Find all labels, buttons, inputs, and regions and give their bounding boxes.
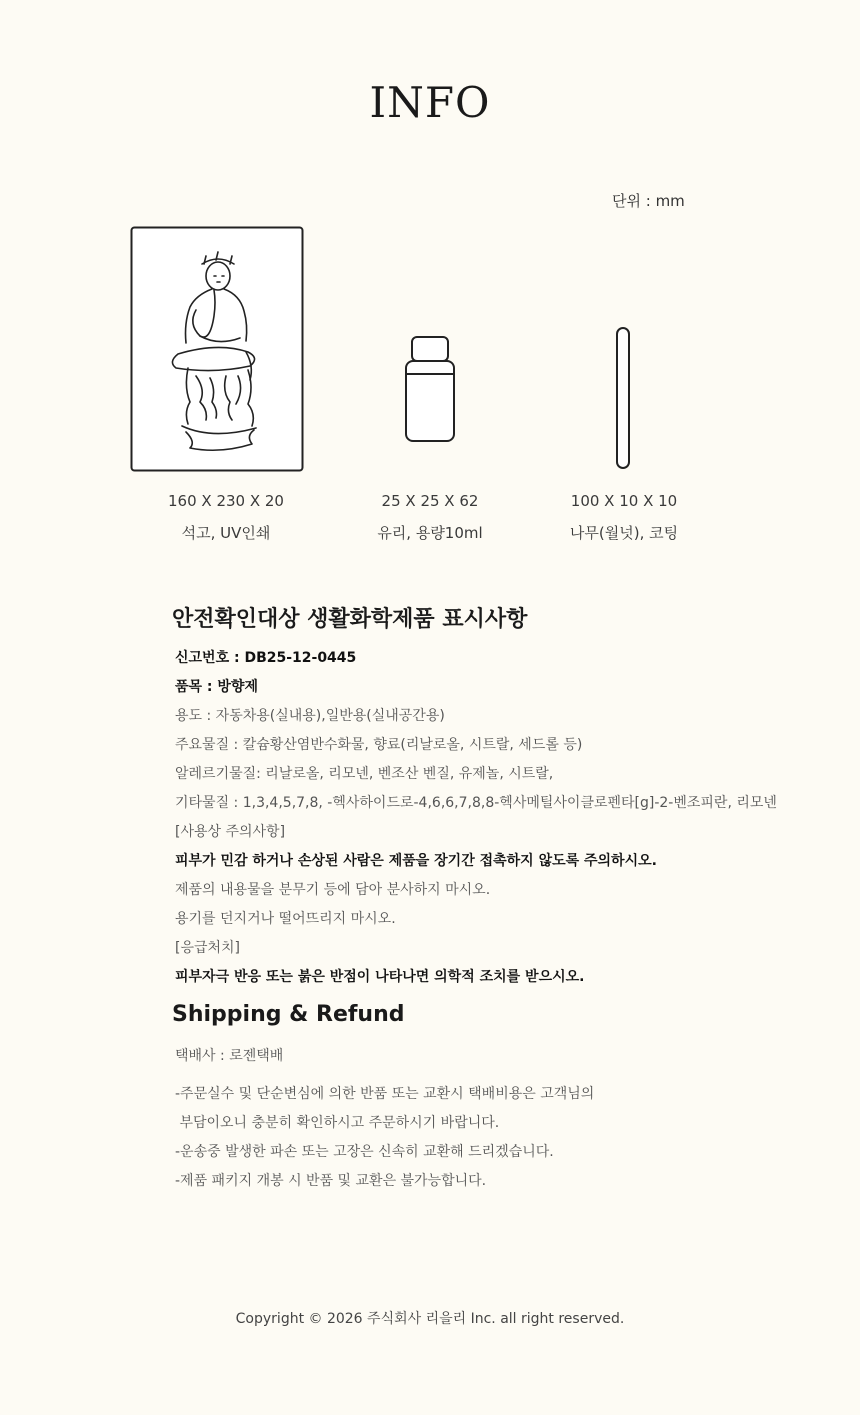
product-material: 유리, 용량10ml [377,524,483,542]
safety-heading: 안전확인대상 생활화학제품 표시사항 [172,607,528,632]
product-material: 나무(월넛), 코팅 [569,524,679,542]
product-size: 25 X 25 X 62 [381,492,479,510]
product-size: 100 X 10 X 10 [570,492,678,510]
other-substances: 기타물질 : 1,3,4,5,7,8, -헥사하이드로-4,6,6,7,8,8-헥사메틸사이클로펜타[g]-2-벤조피란, 리모넨 [175,795,777,811]
refund-policy-item: -제품 패키지 개봉 시 반품 및 교환은 불가능합니다. [175,1173,487,1189]
usage: 용도 : 자동차용(실내용),일반용(실내공간용) [175,708,445,724]
item-type: 품목 : 방향제 [175,679,258,695]
precaution-item: 용기를 던지거나 떨어뜨리지 마시오. [175,911,396,927]
statue-frame-icon [130,226,304,472]
product-size: 160 X 230 X 20 [168,492,284,510]
refund-policy-list [175,1082,815,1198]
copyright: Copyright © 2026 주식회사 리을리 Inc. all right reserved. [235,1311,625,1327]
refund-policy-item: -운송중 발생한 파손 또는 고장은 신속히 교환해 드리겠습니다. [175,1144,554,1160]
precautions-heading: [사용상 주의사항] [175,824,286,840]
first-aid-item: 피부자극 반응 또는 붉은 반점이 나타나면 의학적 조치를 받으시오. [175,969,585,985]
bottle-icon [400,334,460,446]
report-number: 신고번호 : DB25-12-0445 [175,650,357,666]
safety-info-list [175,646,835,994]
allergens: 알레르기물질: 리날로올, 리모넨, 벤조산 벤질, 유제놀, 시트랄, [175,766,554,782]
product-material: 석고, UV인쇄 [181,524,271,542]
unit-label: 단위 : mm [612,192,685,210]
precaution-item: 피부가 민감 하거나 손상된 사람은 제품을 장기간 접촉하지 않도록 주의하시오. [175,853,657,869]
carrier-label: 택배사 : 로젠택배 [175,1048,284,1064]
wood-stick-icon [612,326,634,470]
first-aid-heading: [응급처치] [175,940,241,956]
shipping-heading: Shipping & Refund [172,1002,405,1027]
main-substances: 주요물질 : 칼슘황산염반수화물, 향료(리날로올, 시트랄, 세드롤 등) [175,737,583,753]
precaution-item: 제품의 내용물을 분무기 등에 담아 분사하지 마시오. [175,882,491,898]
refund-policy-item: -주문실수 및 단순변심에 의한 반품 또는 교환시 택배비용은 고객님의 [175,1086,595,1102]
page-title: INFO [369,78,491,127]
shipping-carrier [175,1044,815,1076]
refund-policy-item: 부담이오니 충분히 확인하시고 주문하시기 바랍니다. [175,1115,500,1131]
